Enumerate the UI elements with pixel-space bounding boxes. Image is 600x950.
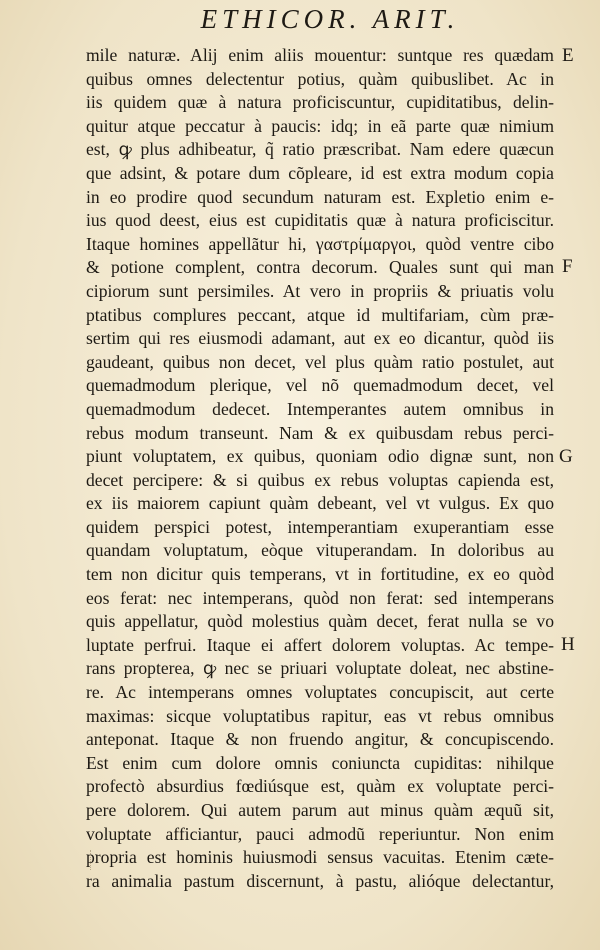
text-line: quidem perspici potest, intemperantiam exuperantiam esse (86, 516, 554, 537)
marginal-letter-f: F (562, 256, 573, 277)
text-line: quibus omnes delectentur potius, quàm quibuslibet. Ac in (86, 68, 554, 89)
text-line: ra animalia pastum discernunt, à pastu, alióque delectantur, (86, 870, 554, 891)
body-text (86, 44, 554, 893)
text-line: iis quidem quæ à natura proficiscuntur, cupiditatibus, delin- (86, 92, 554, 113)
text-line: pere dolorem. Qui autem parum aut minus quàm æquũ sit, (86, 800, 554, 820)
paper-show-through (90, 850, 101, 870)
text-line: decet percipere: & si quibus ex rebus voluptas capienda est, (86, 469, 554, 490)
text-line: tem non dicitur quis temperans, vt in fortitudine, ex eo quòd (86, 564, 554, 585)
text-line: luptate perfrui. Itaque ei affert dolorem voluptas. Ac tempe- (86, 634, 554, 655)
text-line: Est enim cum dolore omnis coniuncta cupiditas: nihilque (86, 752, 554, 773)
text-line: re. Ac intemperans omnes voluptates concupiscit, aut certe (86, 682, 554, 703)
text-line: quis appellatur, quòd molestius quàm decet, ferat nulla se vo (86, 611, 554, 632)
text-line: quemadmodum plerique, vel nõ quemadmodum decet, vel (86, 375, 554, 396)
text-line: maximas: sicque voluptatibus rapitur, eas vt rebus omnibus (86, 705, 554, 726)
text-line: rans propterea, ꝙ nec se priuari voluptate doleat, nec abstine- (86, 658, 554, 679)
text-line: quitur atque peccatur à paucis: idq; in eã parte quæ nimium (86, 115, 554, 136)
text-line: voluptate afficiantur, pauci admodũ reperiuntur. Non enim (86, 823, 554, 844)
marginal-letter-h: H (561, 634, 575, 655)
text-line: propria est hominis huiusmodi sensus vacuitas. Etenim cæte- (86, 847, 554, 868)
text-line: mile naturæ. Alij enim aliis mouentur: suntque res quædam (86, 45, 554, 65)
text-line: que adsint, & potare dum cõpleare, id est extra modum copia (86, 162, 554, 183)
text-line: profectò absurdius fœdiúsque est, quàm ex voluptate perci- (86, 776, 554, 797)
text-line: piunt voluptatem, ex quibus, quoniam odio dignæ sunt, non (86, 446, 554, 467)
text-line: quandam voluptatum, eòque vituperandam. In doloribus au (86, 540, 554, 561)
text-line: rebus modum transeunt. Nam & ex quibusdam rebus perci- (86, 422, 554, 443)
text-line: est, ꝙ plus adhibeatur, q̃ ratio præscribat. Nam edere quæcun (86, 139, 554, 160)
marginal-letter-e: E (562, 45, 574, 66)
text-line: eos ferat: nec intemperans, quòd non ferat: sed intemperans (86, 587, 554, 608)
text-line: ptatibus complures peccant, atque id multifariam, cùm præ- (86, 304, 554, 325)
text-line: Itaque homines appellãtur hi, γαστρίμαργοι, quòd ventre cibo (86, 233, 554, 254)
text-line: cipiorum sunt persimiles. At vero in propriis & priuatis volu (86, 280, 554, 301)
text-line: sertim qui res eiusmodi adamant, aut ex eo dicantur, quòd iis (86, 328, 554, 349)
text-line: quemadmodum dedecet. Intemperantes autem omnibus in (86, 398, 554, 419)
text-line: gaudeant, quibus non decet, vel plus quàm ratio postulet, aut (86, 351, 554, 372)
text-line: ius quod deest, eius est cupiditatis quæ à natura proficiscitur. (86, 210, 554, 231)
text-line: & potione complent, contra decorum. Quales sunt qui man (86, 257, 554, 278)
marginal-letter-g: G (559, 446, 573, 467)
text-line: in eo prodire quod secundum naturam est. Expletio enim e- (86, 186, 554, 207)
running-title: ETHICOR. ARIT. (200, 4, 460, 34)
text-line: anteponat. Itaque & non fruendo angitur, & concupiscendo. (86, 729, 554, 750)
text-line: ex iis maiorem capiunt quàm debeant, vel vt vulgus. Ex quo (86, 493, 554, 514)
